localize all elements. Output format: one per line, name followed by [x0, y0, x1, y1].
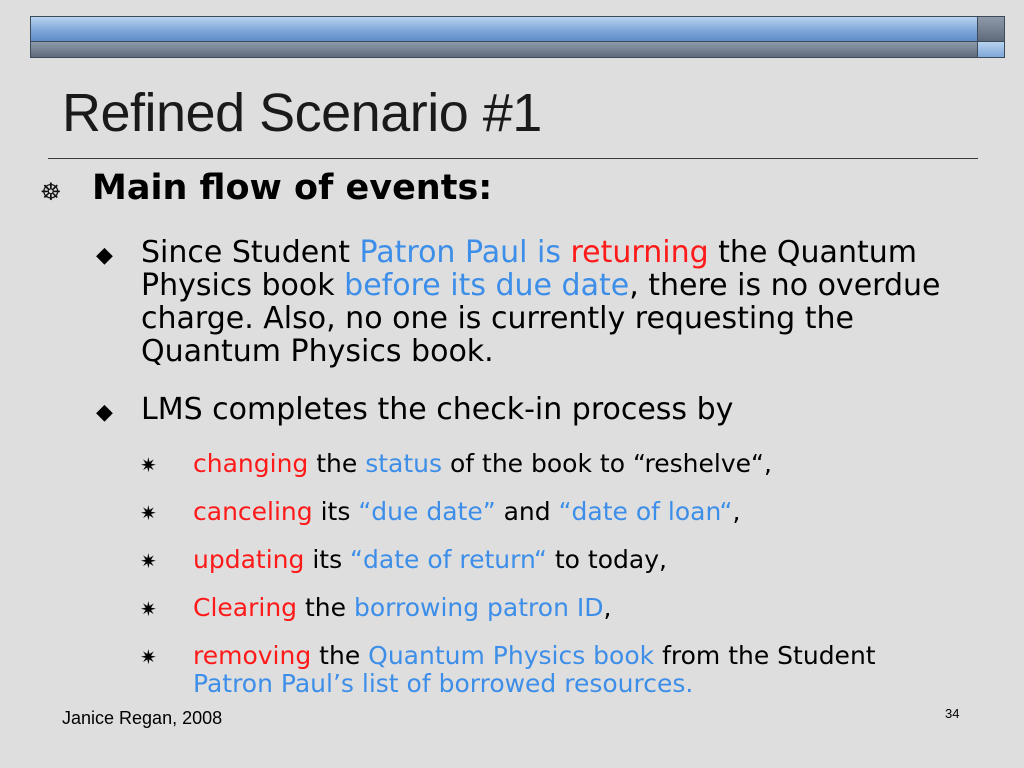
highlight-red: returning	[570, 235, 709, 270]
footer-author: Janice Regan, 2008	[62, 708, 223, 728]
star-bullet-icon: ✷	[140, 453, 157, 477]
text-run: the	[297, 593, 354, 622]
highlight-red: Clearing	[193, 593, 298, 622]
diamond-bullet-icon: ◆	[96, 400, 113, 425]
text-run: and	[495, 497, 559, 526]
bullet-point-1-text	[141, 236, 991, 368]
list-item-text	[193, 642, 876, 698]
list-item-text	[193, 546, 667, 574]
title-bar-square-bottom	[978, 42, 1004, 57]
slide-title: Refined Scenario #1	[62, 83, 542, 143]
title-bar-square-top	[978, 17, 1004, 41]
highlight-blue: Patron Paul’s list of borrowed resources.	[193, 669, 694, 698]
text-run: to today,	[546, 545, 667, 574]
list-item-text	[193, 594, 611, 622]
main-heading: Main flow of events:	[92, 168, 493, 208]
title-rule	[48, 158, 978, 159]
highlight-blue: “date of loan“	[558, 497, 733, 526]
highlight-blue: “date of return“	[350, 545, 547, 574]
text-run: the	[311, 641, 369, 670]
text-run: Since Student	[141, 235, 360, 270]
highlight-blue: before its due date	[344, 268, 630, 303]
title-bar-band-bottom	[31, 42, 978, 57]
highlight-red: changing	[193, 449, 309, 478]
highlight-blue: status	[365, 449, 443, 478]
highlight-red: removing	[193, 641, 312, 670]
title-bar-band-top	[31, 17, 978, 41]
wheel-bullet-icon: ☸	[40, 178, 62, 206]
text-run: the	[308, 449, 366, 478]
star-bullet-icon: ✷	[140, 597, 157, 621]
diamond-bullet-icon: ◆	[96, 243, 113, 268]
highlight-blue: Patron Paul is	[359, 235, 571, 270]
highlight-blue: Quantum Physics book	[368, 641, 655, 670]
text-run: its	[304, 545, 351, 574]
list-item-text	[193, 450, 772, 478]
highlight-red: canceling	[193, 497, 313, 526]
page-number: 34	[945, 706, 960, 721]
highlight-blue: “due date”	[358, 497, 496, 526]
list-item-text	[193, 498, 740, 526]
bullet-point-2-text: LMS completes the check-in process by	[141, 392, 734, 427]
star-bullet-icon: ✷	[140, 501, 157, 525]
text-run: of the book to “reshelve“,	[442, 449, 772, 478]
text-run: from the Student	[654, 641, 876, 670]
text-run: its	[312, 497, 359, 526]
star-bullet-icon: ✷	[140, 645, 157, 669]
title-bar-decoration	[30, 16, 1005, 58]
text-run: ,	[732, 497, 741, 526]
highlight-blue: borrowing patron ID	[353, 593, 604, 622]
text-run: , there is no overdue charge. Also, no one is currently requesting the Quantum Physics book.	[141, 268, 941, 369]
star-bullet-icon: ✷	[140, 549, 157, 573]
text-run: the Quantum Physics book	[141, 235, 917, 303]
highlight-red: updating	[193, 545, 305, 574]
text-run: ,	[603, 593, 612, 622]
